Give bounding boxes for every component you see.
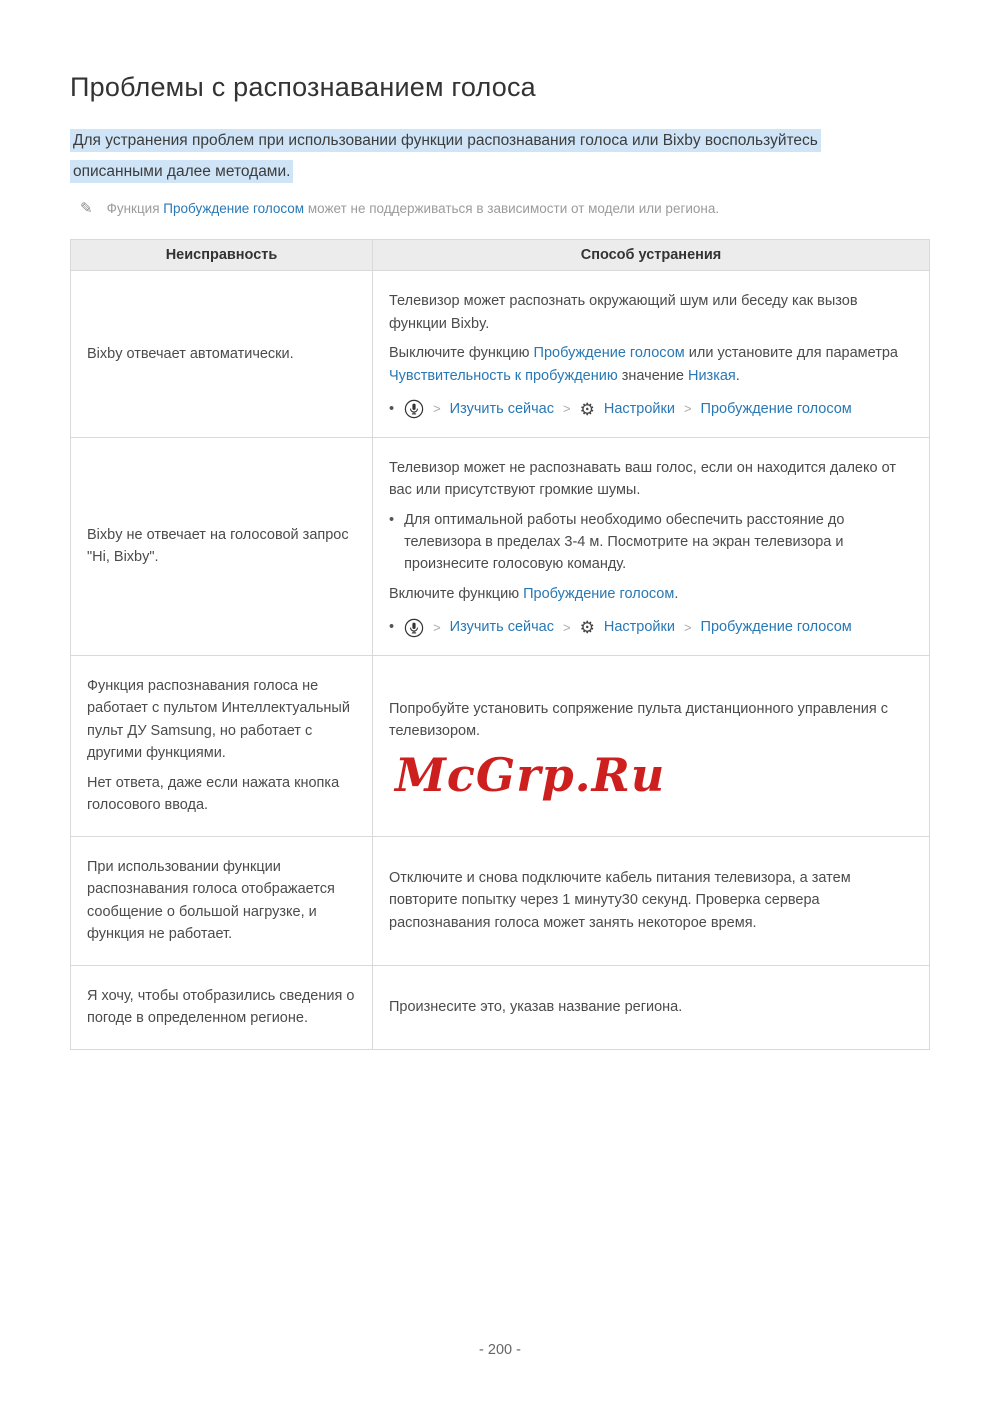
chevron-right-icon: >: [683, 619, 692, 635]
problem-text: Функция распознавания голоса не работает с пультом Интеллектуальный пульт ДУ Samsung, но работает с другими функциями.: [87, 677, 350, 762]
solution-paragraph: [389, 583, 913, 605]
chevron-right-icon: >: [683, 401, 692, 417]
bullet-item: [389, 509, 913, 576]
link-voice-wake-up[interactable]: Пробуждение голосом: [533, 345, 685, 362]
chevron-right-icon: >: [563, 619, 571, 635]
quick-path: [389, 398, 913, 420]
table-row: [71, 655, 930, 836]
page-number: - 200 -: [479, 1342, 521, 1358]
bixby-mic-icon: [404, 618, 424, 638]
quick-path: [389, 616, 913, 638]
link-voice-wake-up[interactable]: Пробуждение голосом: [523, 585, 675, 602]
problem-cell: [71, 437, 373, 655]
chevron-right-icon: >: [433, 401, 441, 417]
chevron-right-icon: >: [563, 401, 571, 417]
bullet: •: [389, 511, 395, 528]
note-text: [107, 199, 720, 219]
column-header-solution: Способ устранения: [373, 240, 930, 271]
solution-paragraph: [389, 342, 913, 387]
text-segment: значение: [617, 367, 688, 384]
link-wake-up-sensitivity[interactable]: Чувствительность к пробуждению: [389, 367, 618, 384]
intro-paragraph: [70, 125, 930, 187]
table-row: [71, 836, 930, 965]
solution-cell: [373, 271, 930, 437]
bullet: •: [389, 619, 395, 636]
problem-cell: [71, 965, 373, 1049]
solution-paragraph: Отключите и снова подключите кабель питания телевизора, а затем повторите попытку через 1 минуту30 секунд. Проверка сервера распознавания голоса может занять некоторое время.: [389, 869, 851, 931]
solution-paragraph: Произнесите это, указав название региона.: [389, 998, 683, 1015]
note: [80, 199, 930, 219]
link-settings[interactable]: Настройки: [603, 401, 675, 418]
link-explore-now[interactable]: Изучить сейчас: [449, 401, 554, 418]
solution-cell: [373, 965, 930, 1049]
text-segment: Выключите функцию: [389, 345, 534, 362]
bullet: •: [389, 401, 395, 418]
text-segment: или установите для параметра: [684, 345, 898, 362]
table-row: [71, 437, 930, 655]
problem-text: При использовании функции распознавания голоса отображается сообщение о большой нагрузке, и функция не работает.: [87, 858, 335, 943]
solution-cell: [373, 836, 930, 965]
link-explore-now[interactable]: Изучить сейчас: [449, 619, 554, 636]
table-header-row: [71, 240, 930, 271]
page-title: Проблемы с распознаванием голоса: [70, 72, 536, 102]
link-voice-wake-up[interactable]: Пробуждение голосом: [163, 201, 305, 216]
solution-cell: [373, 655, 930, 836]
table-row: [71, 271, 930, 437]
problem-cell: [71, 271, 373, 437]
note-post: может не поддерживаться в зависимости от модели или региона.: [304, 201, 720, 216]
text-segment: .: [735, 367, 740, 384]
gear-icon: ⚙: [579, 399, 595, 419]
bixby-mic-icon: [404, 399, 424, 419]
link-voice-wake-up[interactable]: Пробуждение голосом: [700, 401, 852, 418]
note-pre: Функция: [106, 201, 164, 216]
link-settings[interactable]: Настройки: [603, 619, 675, 636]
column-header-problem: Неисправность: [71, 240, 373, 271]
pencil-icon: ✎: [80, 200, 93, 217]
problem-text: Bixby отвечает автоматически.: [87, 345, 294, 362]
solution-cell: [373, 437, 930, 655]
text-segment: Включите функцию: [389, 585, 524, 602]
problem-cell: [71, 655, 373, 836]
table-row: [71, 965, 930, 1049]
troubleshooting-table: [70, 239, 930, 1049]
link-low[interactable]: Низкая: [687, 367, 736, 384]
text-segment: .: [674, 585, 679, 602]
solution-paragraph: Телевизор может не распознавать ваш голос, если он находится далеко от вас или присутствуют громкие шумы.: [389, 459, 896, 499]
chevron-right-icon: >: [433, 619, 441, 635]
problem-text: Bixby не отвечает на голосовой запрос "Hi, Bixby".: [87, 526, 349, 566]
link-voice-wake-up[interactable]: Пробуждение голосом: [700, 619, 852, 636]
solution-paragraph: Попробуйте установить сопряжение пульта дистанционного управления с телевизором.: [389, 701, 888, 740]
bullet-text: Для оптимальной работы необходимо обеспечить расстояние до телевизора в пределах 3-4 м. Посмотрите на экран телевизора и произнесите голосовую команду.: [404, 511, 845, 573]
problem-text: Я хочу, чтобы отобразились сведения о погоде в определенном регионе.: [87, 987, 355, 1027]
intro-line-2: описанными далее методами.: [70, 160, 293, 183]
intro-line-1: Для устранения проблем при использовании функции распознавания голоса или Bixby воспользуйтесь: [70, 129, 821, 152]
gear-icon: ⚙: [579, 618, 595, 638]
watermark-text: McGrp.Ru: [395, 747, 666, 802]
solution-paragraph: Телевизор может распознать окружающий шум или беседу как вызов функции Bixby.: [389, 293, 858, 332]
problem-text: Нет ответа, даже если нажата кнопка голосового ввода.: [87, 774, 340, 814]
problem-cell: [71, 836, 373, 965]
